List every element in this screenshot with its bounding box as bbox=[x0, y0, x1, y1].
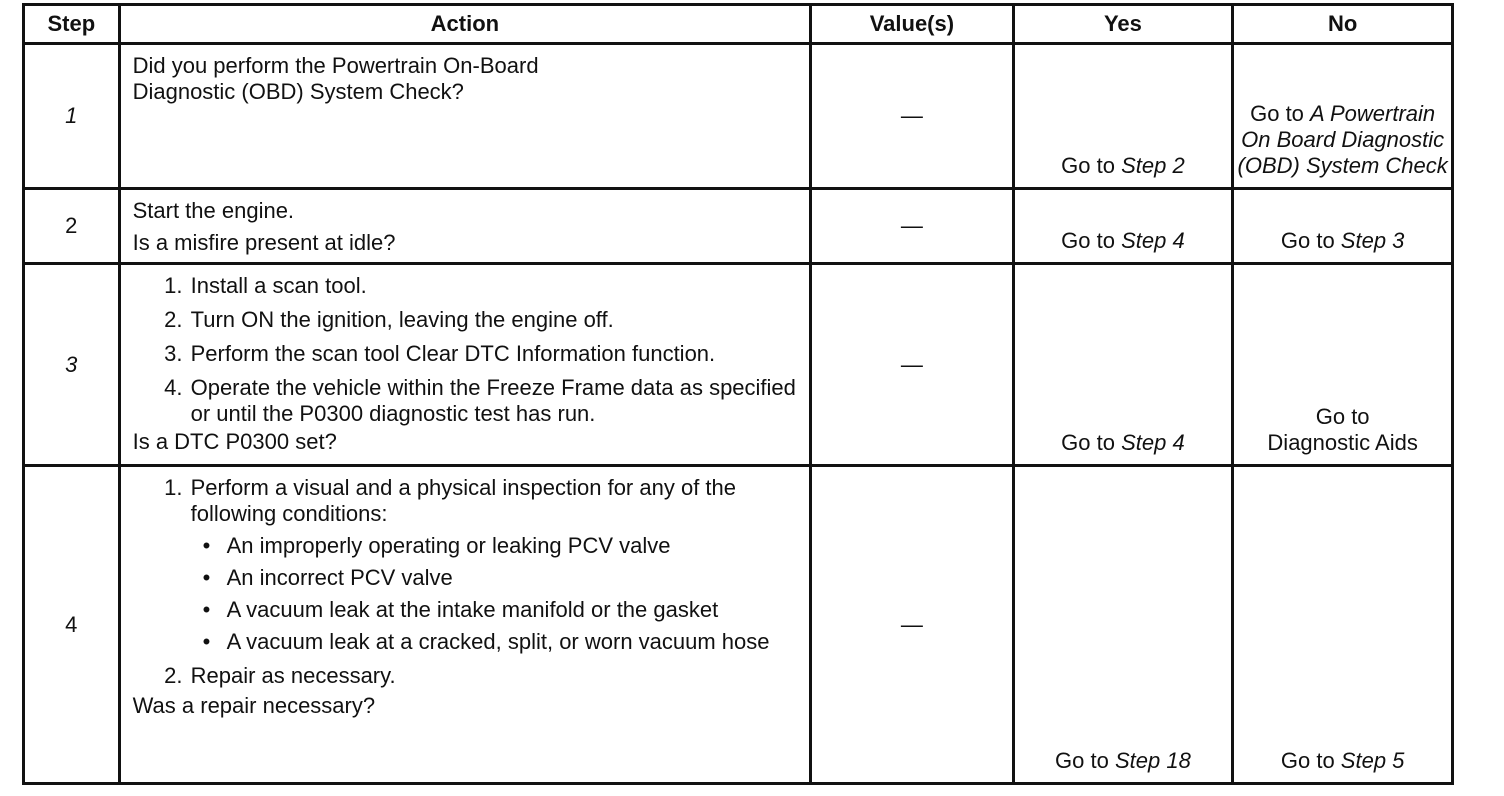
header-yes: Yes bbox=[1013, 5, 1233, 44]
no-link[interactable]: Step 3 bbox=[1340, 228, 1405, 253]
no-cell bbox=[1233, 44, 1453, 189]
action-line: Diagnostic (OBD) System Check? bbox=[132, 79, 464, 104]
yes-link[interactable]: Step 4 bbox=[1121, 228, 1185, 253]
yes-link[interactable]: Step 18 bbox=[1114, 748, 1191, 773]
diagnostic-table bbox=[22, 3, 1454, 785]
action-line: Start the engine. bbox=[132, 198, 295, 223]
step-number: 1 bbox=[24, 44, 120, 189]
header-row bbox=[24, 5, 1453, 44]
no-prefix: Go to bbox=[1280, 748, 1341, 773]
action-question: Is a misfire present at idle? bbox=[132, 230, 396, 255]
action-cell bbox=[119, 264, 811, 466]
header-action: Action bbox=[119, 5, 811, 44]
step-number: 2 bbox=[24, 189, 120, 264]
yes-cell bbox=[1013, 44, 1233, 189]
value-cell: — bbox=[811, 264, 1013, 466]
no-cell bbox=[1233, 466, 1453, 784]
table-row bbox=[24, 466, 1453, 784]
value-cell: — bbox=[811, 189, 1013, 264]
yes-cell bbox=[1013, 466, 1233, 784]
table-row bbox=[24, 189, 1453, 264]
action-cell bbox=[119, 466, 811, 784]
action-line: Did you perform the Powertrain On-Board bbox=[132, 53, 539, 78]
bullet-item: • A vacuum leak at the intake manifold or the gasket bbox=[227, 597, 800, 623]
yes-link[interactable]: Step 2 bbox=[1121, 153, 1185, 178]
bullet-item: • An improperly operating or leaking PCV valve bbox=[227, 533, 800, 559]
no-prefix: Go to bbox=[1250, 101, 1311, 126]
procedure-list bbox=[133, 475, 800, 689]
yes-cell bbox=[1013, 264, 1233, 466]
action-cell bbox=[119, 189, 811, 264]
no-prefix: Go to bbox=[1315, 404, 1370, 429]
list-item-text: Perform a visual and a physical inspection for any of the following conditions: bbox=[190, 475, 736, 526]
value-cell: — bbox=[811, 44, 1013, 189]
yes-cell bbox=[1013, 189, 1233, 264]
action-question: Is a DTC P0300 set? bbox=[132, 429, 337, 454]
list-item bbox=[189, 475, 800, 655]
no-cell bbox=[1233, 189, 1453, 264]
list-item: 4. Operate the vehicle within the Freeze Frame data as specified or until the P0300 diagnostic test has run. bbox=[189, 375, 800, 427]
list-item: 2. Turn ON the ignition, leaving the engine off. bbox=[189, 307, 800, 333]
action-question: Was a repair necessary? bbox=[132, 693, 376, 718]
condition-list bbox=[191, 533, 800, 655]
no-link[interactable]: Step 5 bbox=[1340, 748, 1405, 773]
table-row bbox=[24, 264, 1453, 466]
header-no: No bbox=[1233, 5, 1453, 44]
no-link[interactable]: A Powertrain On Board Diagnostic (OBD) System Check bbox=[1237, 101, 1448, 178]
value-cell: — bbox=[811, 466, 1013, 784]
yes-prefix: Go to bbox=[1055, 748, 1115, 773]
list-item: 2. Repair as necessary. bbox=[189, 663, 800, 689]
yes-prefix: Go to bbox=[1061, 153, 1122, 178]
yes-prefix: Go to bbox=[1061, 430, 1122, 455]
action-cell bbox=[119, 44, 811, 189]
yes-link[interactable]: Step 4 bbox=[1121, 430, 1185, 455]
no-cell bbox=[1233, 264, 1453, 466]
list-item: 1. Install a scan tool. bbox=[189, 273, 800, 299]
table-row bbox=[24, 44, 1453, 189]
bullet-item: • An incorrect PCV valve bbox=[227, 565, 800, 591]
header-step: Step bbox=[24, 5, 120, 44]
no-prefix: Go to bbox=[1280, 228, 1341, 253]
step-number: 4 bbox=[24, 466, 120, 784]
step-number: 3 bbox=[24, 264, 120, 466]
list-item: 3. Perform the scan tool Clear DTC Information function. bbox=[189, 341, 800, 367]
header-values: Value(s) bbox=[811, 5, 1013, 44]
no-link[interactable]: Diagnostic Aids bbox=[1267, 430, 1418, 455]
yes-prefix: Go to bbox=[1061, 228, 1122, 253]
bullet-item: • A vacuum leak at a cracked, split, or worn vacuum hose bbox=[227, 629, 800, 655]
procedure-list bbox=[133, 273, 800, 427]
